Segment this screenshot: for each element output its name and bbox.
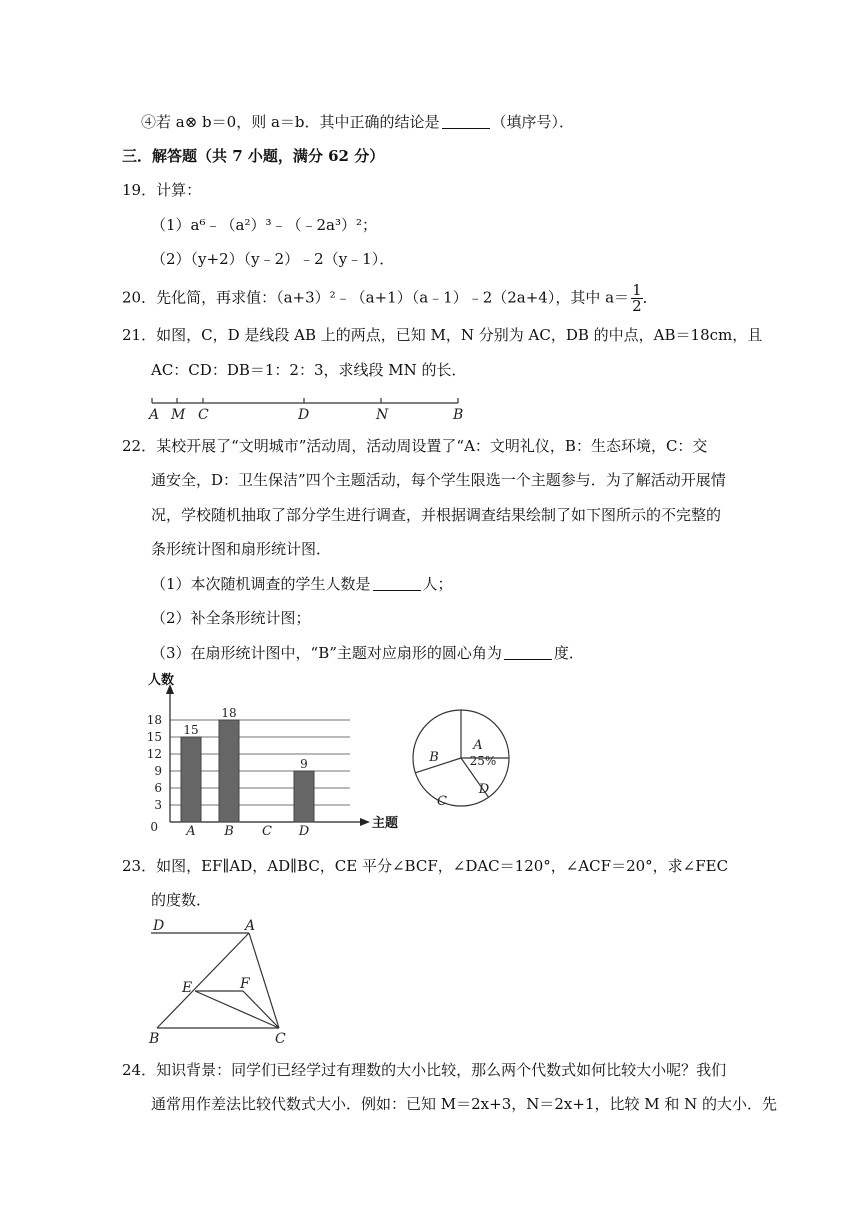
y-tick-label: 15 [146, 730, 162, 744]
y-axis-label: 人数 [148, 673, 175, 688]
q19-part1-expr: a⁶﹣（a²）³﹣（﹣2a³）²； [190, 216, 377, 234]
fraction-numerator: 1 [632, 281, 642, 299]
q19-stem: 19．计算： [122, 181, 202, 199]
point-label-c: C [275, 1031, 286, 1047]
q22-sub1 [151, 574, 453, 594]
q18-tail-line [141, 112, 574, 132]
q18-tail-text: ④若 a⊗ b＝0，则 a＝b．其中正确的结论是 [141, 113, 440, 131]
bar [294, 771, 314, 822]
triangle-figure [145, 918, 295, 1046]
y-tick-label: 6 [154, 781, 162, 795]
y-tick-label: 0 [150, 820, 158, 834]
segment-figure [140, 394, 470, 424]
x-tick-label: C [262, 824, 272, 839]
answer-blank [442, 114, 490, 129]
q19-part2 [151, 249, 394, 269]
x-tick-label: B [224, 824, 234, 839]
x-tick-label: A [186, 824, 196, 839]
q22-line2: 通安全，D：卫生保洁”四个主题活动，每个学生限选一个主题参与．为了解活动开展情 [151, 471, 726, 489]
line-ab [157, 933, 249, 1028]
point-label-d: D [298, 407, 310, 423]
q22-sub1-text: （1）本次随机调查的学生人数是 [151, 575, 371, 593]
q22-sub3-end: 度． [553, 644, 584, 662]
point-label-f: F [240, 976, 250, 992]
point-label-m: M [171, 407, 186, 423]
fraction [631, 283, 643, 314]
pie-slice-label: B [429, 750, 439, 765]
line-ac [249, 933, 279, 1028]
q19-part2-label: （2） [151, 250, 191, 268]
point-label-d: D [153, 918, 165, 934]
point-label-n: N [376, 407, 389, 423]
q21-line1: 21．如图，C，D 是线段 AB 上的两点，已知 M，N 分别为 AC，DB 的中点，AB＝18cm，且 [122, 326, 763, 344]
point-label-e: E [182, 980, 193, 996]
line-ec [195, 991, 279, 1028]
q24-line2: 通常用作差法比较代数式大小．例如：已知 M＝2x+3，N＝2x+1，比较 M 和 N 的大小．先 [151, 1095, 778, 1113]
q19-part1 [151, 215, 377, 235]
q22-sub1-end: 人； [422, 575, 453, 593]
q20-end: ． [642, 288, 658, 307]
pie-percent-label: 25% [469, 754, 497, 768]
answer-blank [373, 576, 421, 591]
q21-line2: AC：CD：DB＝1：2：3，求线段 MN 的长． [151, 361, 467, 379]
point-label-b: B [149, 1031, 160, 1047]
q23-line1: 23．如图，EF∥AD，AD∥BC，CE 平分∠BCF，∠DAC＝120°，∠ACF＝20°，求∠FEC [122, 857, 729, 875]
bar [219, 720, 239, 822]
data-label: 18 [221, 706, 237, 720]
q22-line1: 22．某校开展了“文明城市”活动周，活动周设置了“A：文明礼仪，B：生态环境，C：交 [122, 437, 708, 455]
x-axis-label: 主题 [372, 816, 399, 831]
q20-text: 20．先化简，再求值：（a+3）²﹣（a+1）（a﹣1）﹣2（2a+4），其中 a＝ [122, 288, 630, 307]
point-label-b: B [453, 407, 464, 423]
q23-line2: 的度数． [151, 891, 212, 909]
q19-part1-label: （1） [151, 216, 191, 234]
q22-line4: 条形统计图和扇形统计图． [151, 540, 332, 558]
point-label-c: C [198, 407, 209, 423]
q22-sub3-text: （3）在扇形统计图中，“B”主题对应扇形的圆心角为 [151, 644, 502, 662]
pie-slice-label: A [473, 738, 483, 753]
data-label: 9 [300, 757, 308, 771]
bar [181, 737, 201, 822]
point-label-a: A [149, 407, 160, 423]
q24-line1: 24．知识背景：同学们已经学过有理数的大小比较，那么两个代数式如何比较大小呢？我们 [122, 1061, 727, 1079]
answer-blank [504, 645, 552, 660]
x-axis-arrow [360, 818, 370, 826]
pie-slice-label: C [437, 794, 447, 809]
y-tick-label: 9 [154, 764, 162, 778]
y-tick-label: 3 [154, 798, 162, 812]
y-tick-label: 12 [146, 747, 162, 761]
section-heading: 三．解答题（共 7 小题，满分 62 分） [122, 147, 385, 165]
y-tick-label: 18 [146, 713, 162, 727]
q22-sub2: （2）补全条形统计图； [151, 609, 311, 627]
pie-chart [404, 683, 519, 833]
q18-tail-end: （填序号）． [491, 113, 575, 131]
pie-slice-label: D [478, 782, 490, 797]
point-label-a: A [245, 918, 256, 934]
q22-line3: 况，学校随机抽取了部分学生进行调查，并根据调查结果绘制了如下图所示的不完整的 [151, 506, 722, 524]
bar-chart [140, 672, 399, 839]
x-tick-label: D [298, 824, 310, 839]
q19-part2-expr: （y+2）（y﹣2）﹣2（y﹣1）． [190, 250, 395, 268]
q20-line [122, 283, 658, 314]
q22-sub3 [151, 643, 584, 663]
data-label: 15 [183, 723, 199, 737]
fraction-denominator: 2 [632, 297, 642, 315]
